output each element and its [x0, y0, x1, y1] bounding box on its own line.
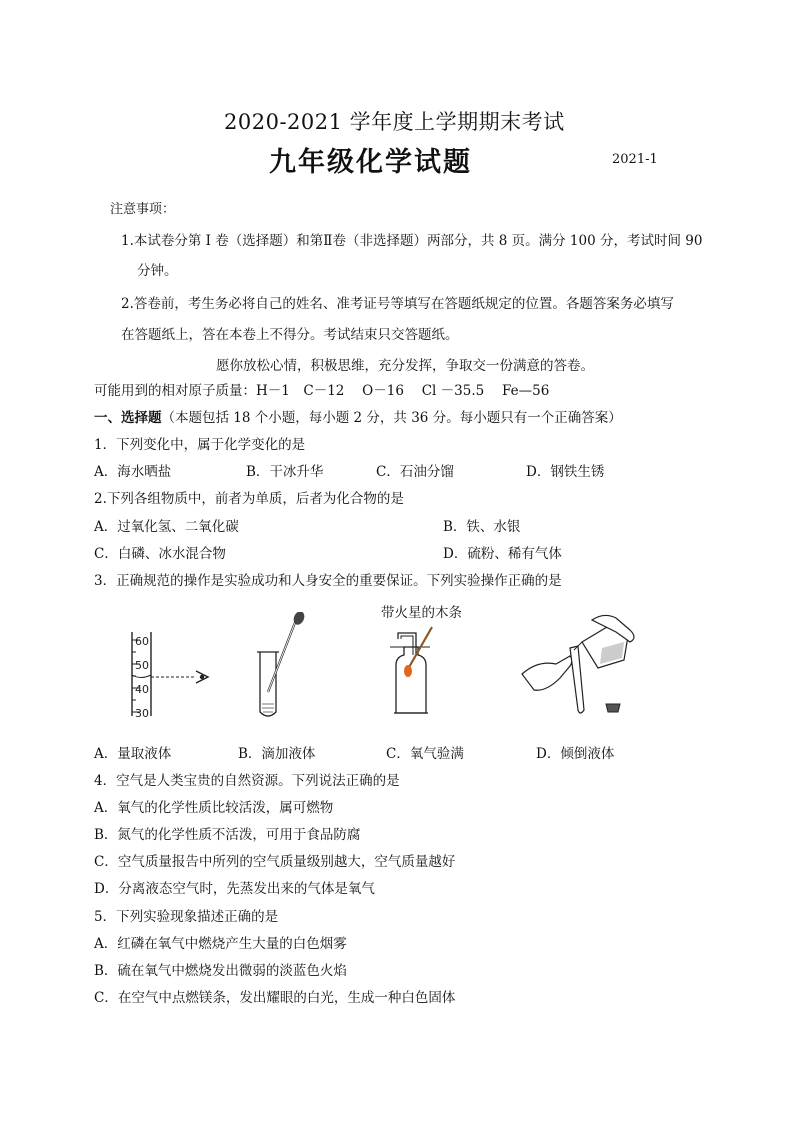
q2-option-c: C．白磷、冰水混合物 — [94, 546, 226, 562]
glowing-ember-icon — [404, 665, 412, 677]
figure-pouring-liquid — [512, 612, 642, 722]
note-item-1: 1.本试卷分第 I 卷（选择题）和第Ⅱ卷（非选择题）两部分，共 8 页。满分 100 分，考试时间 90 — [121, 233, 703, 249]
q3-stem: 3．正确规范的操作是实验成功和人身安全的重要保证。下列实验操作正确的是 — [94, 573, 562, 589]
test-tube — [570, 646, 584, 713]
q1-option-c: C．石油分馏 — [376, 464, 454, 480]
exam-title: 2020-2021 学年度上学期期末考试 — [224, 110, 565, 134]
figure-oxygen-bottle — [386, 625, 446, 720]
q3-option-d: D．倾倒液体 — [536, 746, 615, 762]
q5-stem: 5．下列实验现象描述正确的是 — [94, 909, 279, 925]
bottle-stopper — [606, 704, 620, 712]
figure-dropper-test-tube — [248, 612, 318, 722]
q2-option-b: B．铁、水银 — [443, 519, 521, 535]
q5-option-b: B．硫在氧气中燃烧发出微弱的淡蓝色火焰 — [94, 963, 347, 979]
notes-heading: 注意事项： — [110, 202, 176, 217]
atomic-mass-line: 可能用到的相对原子质量：H－1 C－12 O－16 Cl －35.5 Fe—56 — [94, 383, 550, 399]
section-heading — [94, 410, 622, 426]
encouragement: 愿你放松心情，积极思维，充分发挥，争取交一份满意的答卷。 — [216, 358, 594, 374]
q2-option-a: A．过氧化氢、二氧化碳 — [94, 519, 239, 535]
hand-left-icon — [522, 656, 572, 690]
q3-option-c: C．氧气验满 — [386, 746, 464, 762]
q5-option-c: C．在空气中点燃镁条，发出耀眼的白光，生成一种白色固体 — [94, 990, 456, 1006]
q1-stem: 1．下列变化中，属于化学变化的是 — [94, 437, 306, 453]
cylinder-tick-60: 60 — [135, 635, 149, 648]
q1-option-a: A．海水晒盐 — [94, 464, 172, 480]
figure-graduated-cylinder — [120, 628, 220, 720]
q2-option-d: D．硫粉、稀有气体 — [443, 546, 562, 562]
cylinder-tick-40: 40 — [135, 683, 149, 696]
q2-stem: 2.下列各组物质中，前者为单质，后者为化合物的是 — [94, 491, 404, 507]
q3-option-a: A．量取液体 — [94, 746, 172, 762]
subject-title: 九年级化学试题 — [269, 147, 472, 178]
q1-option-d: D．钢铁生锈 — [526, 464, 605, 480]
cylinder-tick-50: 50 — [135, 659, 149, 672]
q3-option-b: B．滴加液体 — [238, 746, 316, 762]
note-item-2-cont: 在答题纸上，答在本卷上不得分。考试结束只交答题纸。 — [121, 327, 459, 343]
q4-option-a: A．氧气的化学性质比较活泼，属可燃物 — [94, 800, 334, 816]
q4-stem: 4．空气是人类宝贵的自然资源。下列说法正确的是 — [94, 773, 400, 789]
section-label: 一、选择题 — [94, 410, 162, 426]
q1-option-b: B．干冰升华 — [246, 464, 324, 480]
q5-option-a: A．红磷在氧气中燃烧产生大量的白色烟雾 — [94, 936, 347, 952]
q4-option-d: D．分离液态空气时，先蒸发出来的气体是氧气 — [94, 881, 375, 897]
exam-date: 2021-1 — [612, 152, 658, 167]
q3-figure-caption: 带火星的木条 — [381, 605, 462, 621]
note-item-2: 2.答卷前，考生务必将自己的姓名、准考证号等填写在答题纸规定的位置。各题答案务必填写 — [121, 296, 674, 312]
q4-option-b: B．氮气的化学性质不活泼，可用于食品防腐 — [94, 827, 361, 843]
section-desc: （本题包括 18 个小题，每小题 2 分，共 36 分。每小题只有一个正确答案） — [161, 410, 622, 426]
q4-option-c: C．空气质量报告中所列的空气质量级别越大，空气质量越好 — [94, 854, 456, 870]
cylinder-tick-30: 30 — [135, 707, 149, 720]
note-item-1-cont: 分钟。 — [137, 263, 178, 279]
